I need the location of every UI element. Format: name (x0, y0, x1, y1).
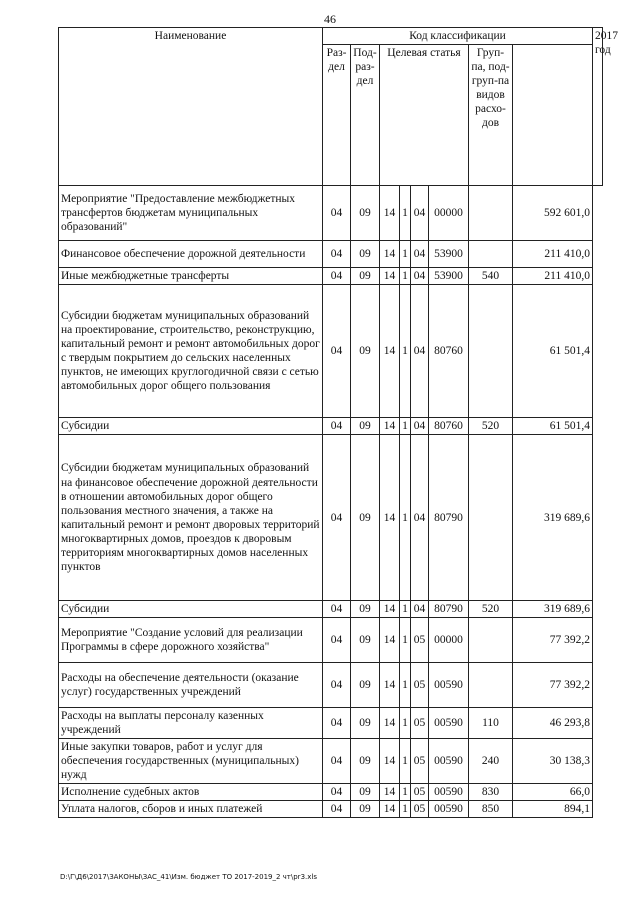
table-row (59, 418, 603, 435)
cell-cs3: 04 (411, 285, 429, 418)
cell-cs3: 04 (411, 241, 429, 268)
cell-podrazdel: 09 (351, 285, 380, 418)
table-row (59, 618, 603, 663)
cell-cs4: 00590 (429, 708, 469, 739)
cell-amount: 61 501,4 (513, 418, 593, 435)
cell-podrazdel: 09 (351, 186, 380, 241)
table-row (59, 268, 603, 285)
cell-cs4: 80760 (429, 285, 469, 418)
cell-cs2: 1 (400, 784, 411, 801)
cell-amount: 77 392,2 (513, 663, 593, 708)
cell-cs2: 1 (400, 268, 411, 285)
cell-vid (469, 663, 513, 708)
file-path: D:\Г\Д6\2017\ЗАКОНЫ\ЗАС_41\Изм. бюджет ТО 2017-2019_2 чт\pr3.xls (60, 873, 317, 881)
cell-razdel: 04 (323, 801, 351, 818)
header-classification: Код классификации (323, 28, 593, 45)
cell-razdel: 04 (323, 739, 351, 784)
cell-amount: 30 138,3 (513, 739, 593, 784)
cell-amount: 592 601,0 (513, 186, 593, 241)
table-row (59, 663, 603, 708)
cell-amount: 61 501,4 (513, 285, 593, 418)
cell-amount: 319 689,6 (513, 601, 593, 618)
cell-podrazdel: 09 (351, 601, 380, 618)
cell-podrazdel: 09 (351, 708, 380, 739)
cell-name: Субсидии (59, 418, 323, 435)
table-row (59, 435, 603, 601)
cell-vid (469, 241, 513, 268)
cell-razdel: 04 (323, 418, 351, 435)
budget-table (58, 27, 618, 818)
cell-vid (469, 618, 513, 663)
cell-podrazdel: 09 (351, 801, 380, 818)
header-target-article: Целевая статья (380, 45, 469, 186)
cell-razdel: 04 (323, 784, 351, 801)
table-row (59, 241, 603, 268)
cell-cs1: 14 (380, 618, 400, 663)
cell-razdel: 04 (323, 618, 351, 663)
header-section: Раз-дел (323, 45, 351, 186)
table-row (59, 186, 603, 241)
cell-cs1: 14 (380, 435, 400, 601)
cell-cs4: 00590 (429, 663, 469, 708)
cell-name: Мероприятие "Предоставление межбюджетных трансфертов бюджетам муниципальных образований" (59, 186, 323, 241)
cell-name: Исполнение судебных актов (59, 784, 323, 801)
cell-name: Расходы на обеспечение деятельности (оказание услуг) государственных учреждений (59, 663, 323, 708)
cell-podrazdel: 09 (351, 241, 380, 268)
cell-razdel: 04 (323, 708, 351, 739)
cell-amount: 319 689,6 (513, 435, 593, 601)
cell-cs2: 1 (400, 739, 411, 784)
cell-cs2: 1 (400, 435, 411, 601)
cell-cs3: 05 (411, 801, 429, 818)
cell-cs4: 00590 (429, 801, 469, 818)
cell-amount: 66,0 (513, 784, 593, 801)
cell-cs2: 1 (400, 186, 411, 241)
table-row (59, 739, 603, 784)
cell-podrazdel: 09 (351, 618, 380, 663)
cell-cs4: 00000 (429, 618, 469, 663)
cell-podrazdel: 09 (351, 663, 380, 708)
cell-razdel: 04 (323, 186, 351, 241)
cell-vid (469, 186, 513, 241)
cell-podrazdel: 09 (351, 739, 380, 784)
cell-vid: 830 (469, 784, 513, 801)
cell-cs1: 14 (380, 601, 400, 618)
cell-amount: 894,1 (513, 801, 593, 818)
cell-name: Мероприятие "Создание условий для реализации Программы в сфере дорожного хозяйства" (59, 618, 323, 663)
cell-cs3: 04 (411, 268, 429, 285)
cell-cs1: 14 (380, 418, 400, 435)
cell-cs1: 14 (380, 241, 400, 268)
header-expense-group: Груп-па, под-груп-па видов расхо-дов (469, 45, 513, 186)
cell-vid: 110 (469, 708, 513, 739)
header-subsection: Под-раз-дел (351, 45, 380, 186)
cell-cs3: 04 (411, 418, 429, 435)
table-row (59, 601, 603, 618)
cell-name: Субсидии бюджетам муниципальных образований на финансовое обеспечение дорожной деятельности в отношении автомобильных дорог общего пользования местного значения, а также на капитальный ремонт и ремонт дворовых территорий многоквартирных домов, проездов к дворовым территориям многоквартирных домов населенных пунктов (59, 435, 323, 601)
cell-name: Иные межбюджетные трансферты (59, 268, 323, 285)
cell-razdel: 04 (323, 435, 351, 601)
cell-cs4: 53900 (429, 241, 469, 268)
cell-cs2: 1 (400, 601, 411, 618)
cell-vid: 520 (469, 418, 513, 435)
cell-cs2: 1 (400, 801, 411, 818)
cell-cs1: 14 (380, 739, 400, 784)
cell-cs3: 05 (411, 739, 429, 784)
cell-razdel: 04 (323, 285, 351, 418)
cell-cs1: 14 (380, 663, 400, 708)
cell-cs4: 80760 (429, 418, 469, 435)
cell-cs3: 05 (411, 708, 429, 739)
cell-name: Субсидии бюджетам муниципальных образований на проектирование, строительство, реконструкцию, капитальный ремонт и ремонт автомобильных дорог с твердым покрытием до сельских населенных пунктов, не имеющих круглогодичной связи с сетью автомобильных дорог общего пользования (59, 285, 323, 418)
cell-vid: 850 (469, 801, 513, 818)
cell-podrazdel: 09 (351, 418, 380, 435)
cell-name: Субсидии (59, 601, 323, 618)
cell-name: Иные закупки товаров, работ и услуг для обеспечения государственных (муниципальных) нужд (59, 739, 323, 784)
table-row (59, 801, 603, 818)
cell-cs1: 14 (380, 186, 400, 241)
cell-cs2: 1 (400, 708, 411, 739)
cell-vid: 520 (469, 601, 513, 618)
cell-cs3: 04 (411, 186, 429, 241)
cell-cs4: 00000 (429, 186, 469, 241)
cell-podrazdel: 09 (351, 784, 380, 801)
cell-amount: 77 392,2 (513, 618, 593, 663)
cell-podrazdel: 09 (351, 435, 380, 601)
cell-cs2: 1 (400, 618, 411, 663)
cell-amount: 211 410,0 (513, 268, 593, 285)
table-row (59, 708, 603, 739)
cell-cs3: 04 (411, 435, 429, 601)
cell-vid: 540 (469, 268, 513, 285)
cell-razdel: 04 (323, 268, 351, 285)
cell-name: Уплата налогов, сборов и иных платежей (59, 801, 323, 818)
cell-cs4: 80790 (429, 435, 469, 601)
table-row (59, 784, 603, 801)
cell-cs3: 05 (411, 663, 429, 708)
cell-razdel: 04 (323, 241, 351, 268)
cell-cs2: 1 (400, 241, 411, 268)
cell-vid: 240 (469, 739, 513, 784)
cell-cs3: 05 (411, 784, 429, 801)
cell-cs1: 14 (380, 801, 400, 818)
cell-cs2: 1 (400, 285, 411, 418)
cell-cs3: 05 (411, 618, 429, 663)
cell-cs1: 14 (380, 268, 400, 285)
cell-cs2: 1 (400, 418, 411, 435)
cell-cs2: 1 (400, 663, 411, 708)
cell-razdel: 04 (323, 663, 351, 708)
cell-name: Финансовое обеспечение дорожной деятельности (59, 241, 323, 268)
cell-podrazdel: 09 (351, 268, 380, 285)
cell-cs1: 14 (380, 708, 400, 739)
table-row (59, 285, 603, 418)
cell-cs1: 14 (380, 784, 400, 801)
cell-name: Расходы на выплаты персоналу казенных учреждений (59, 708, 323, 739)
page-number: 46 (324, 12, 336, 26)
cell-razdel: 04 (323, 601, 351, 618)
cell-amount: 46 293,8 (513, 708, 593, 739)
cell-cs1: 14 (380, 285, 400, 418)
cell-vid (469, 435, 513, 601)
cell-cs4: 00590 (429, 784, 469, 801)
cell-cs4: 53900 (429, 268, 469, 285)
header-year: 2017 год (593, 28, 603, 186)
cell-cs4: 80790 (429, 601, 469, 618)
header-name: Наименование (59, 28, 323, 186)
cell-vid (469, 285, 513, 418)
cell-cs3: 04 (411, 601, 429, 618)
cell-cs4: 00590 (429, 739, 469, 784)
cell-amount: 211 410,0 (513, 241, 593, 268)
